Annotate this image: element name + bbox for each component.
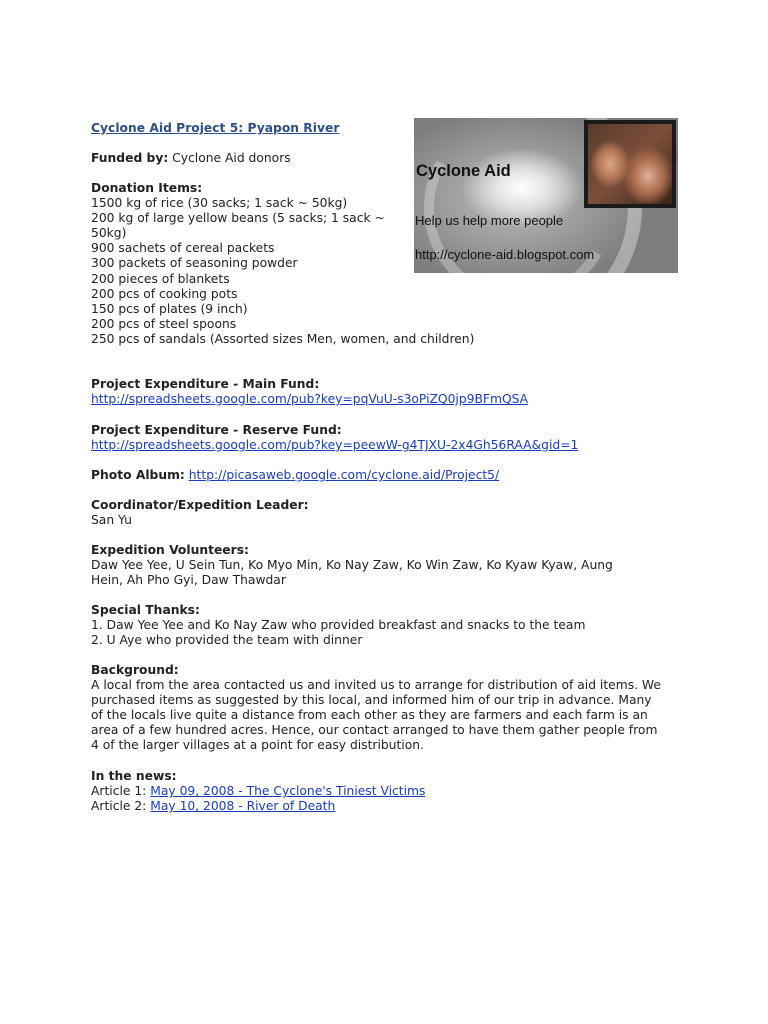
banner-title: Cyclone Aid [416,162,511,180]
donation-item: 300 packets of seasoning powder [91,256,298,271]
background [91,663,691,754]
news-article-1-link[interactable]: May 09, 2008 - The Cyclone's Tiniest Victims [150,784,426,799]
donation-item: 1500 kg of rice (30 sacks; 1 sack ~ 50kg) [91,196,348,211]
reserve-fund-heading: Project Expenditure - Reserve Fund: [91,423,342,437]
donation-items [91,181,475,347]
children-photo-image [588,124,672,204]
news-article-2 [91,799,691,814]
news-article-1-prefix: Article 1: [91,784,151,799]
photo-album-link[interactable]: http://picasaweb.google.com/cyclone.aid/Project5/ [188,468,500,482]
donation-items-heading: Donation Items: [91,181,203,195]
donation-item: 150 pcs of plates (9 inch) [91,301,248,316]
volunteers-heading: Expedition Volunteers: [91,543,249,557]
background-line: A local from the area contacted us and invited us to arrange for distribution of aid items. We [91,678,661,693]
children-photo [584,120,676,208]
donation-item: 50kg) [91,226,127,241]
in-the-news [91,769,691,814]
donation-item: 200 pcs of steel spoons [91,316,237,331]
coordinator-name: San Yu [91,513,132,528]
main-fund-heading: Project Expenditure - Main Fund: [91,377,320,391]
banner-url: http://cyclone-aid.blogspot.com [415,247,595,262]
news-article-1 [91,784,691,799]
reserve-fund [91,423,691,453]
donation-item: 200 kg of large yellow beans (5 sacks; 1 sack ~ [91,211,385,226]
donation-item: 250 pcs of sandals (Assorted sizes Men, women, and children) [91,331,475,346]
special-thanks-item: 1. Daw Yee Yee and Ko Nay Zaw who provided breakfast and snacks to the team [91,618,586,633]
photo-album [91,468,691,483]
background-line: of the locals live quite a distance from each other as they are farmers and each farm is an [91,708,648,723]
main-fund-link[interactable]: http://spreadsheets.google.com/pub?key=pqVuU-s3oPiZQ0jp9BFmQSA [91,392,529,407]
background-line: 4 of the larger villages at a point for easy distribution. [91,738,424,753]
coordinator [91,498,691,528]
special-thanks-heading: Special Thanks: [91,603,200,617]
donation-item: 200 pieces of blankets [91,271,230,286]
photo-album-label: Photo Album: [91,468,185,482]
cyclone-aid-banner [414,118,678,273]
background-line: purchased items as suggested by this local, and informed him of our trip in advance. Many [91,693,652,708]
project-title-link[interactable]: Cyclone Aid Project 5: Pyapon River [91,121,340,135]
news-heading: In the news: [91,769,177,783]
funded-by-value: Cyclone Aid donors [168,151,291,165]
volunteers [91,543,691,588]
special-thanks-item: 2. U Aye who provided the team with dinner [91,633,363,648]
banner-tagline: Help us help more people [415,213,564,228]
donation-item: 200 pcs of cooking pots [91,286,238,301]
coordinator-heading: Coordinator/Expedition Leader: [91,498,309,512]
funded-by-label: Funded by: [91,151,169,165]
background-heading: Background: [91,663,179,677]
special-thanks [91,603,691,648]
background-line: area of a few hundred acres. Hence, our contact arranged to have them gather people from [91,723,658,738]
news-article-2-link[interactable]: May 10, 2008 - River of Death [150,799,336,814]
main-fund [91,377,691,407]
volunteers-line: Hein, Ah Pho Gyi, Daw Thawdar [91,573,286,588]
volunteers-line: Daw Yee Yee, U Sein Tun, Ko Myo Min, Ko Nay Zaw, Ko Win Zaw, Ko Kyaw Kyaw, Aung [91,558,613,573]
donation-item: 900 sachets of cereal packets [91,241,275,256]
news-article-2-prefix: Article 2: [91,799,151,814]
reserve-fund-link[interactable]: http://spreadsheets.google.com/pub?key=peewW-g4TJXU-2x4Gh56RAA&gid=1 [91,438,579,453]
